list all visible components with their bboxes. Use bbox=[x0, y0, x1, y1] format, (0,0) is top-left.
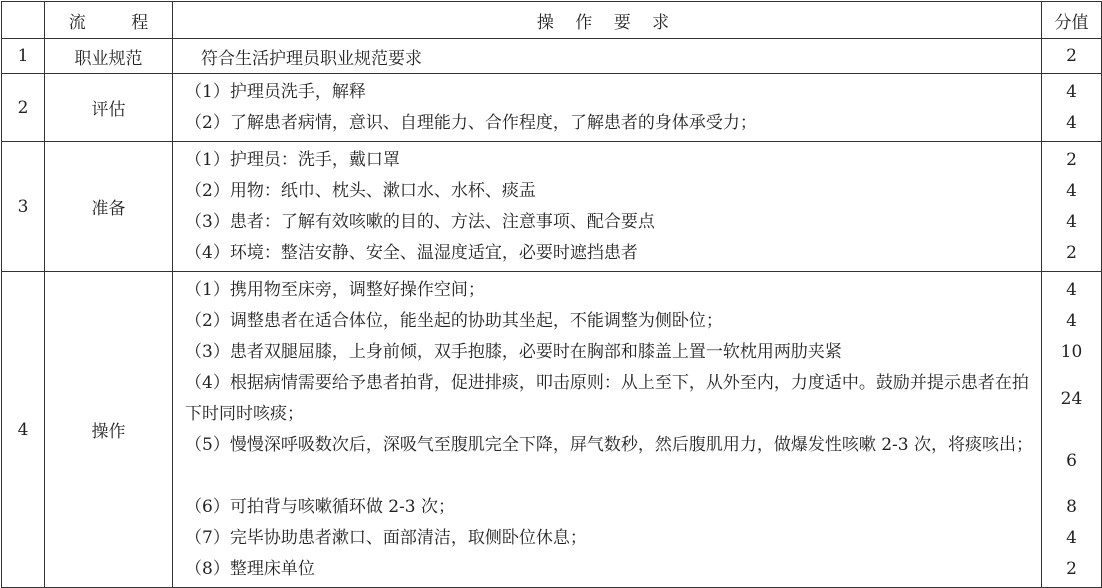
requirement-line: （3）患者双腿屈膝，上身前倾，双手抱膝，必要时在胸部和膝盖上置一软枕用两肋夹紧 bbox=[185, 342, 842, 362]
requirement-line: （2）用物：纸巾、枕头、漱口水、水杯、痰盂 bbox=[185, 181, 536, 201]
table-header-row bbox=[2, 2, 1102, 39]
requirement-line: （1）护理员：洗手，戴口罩 bbox=[185, 150, 400, 170]
score-value: 6 bbox=[1066, 451, 1077, 471]
score-value: 4 bbox=[1066, 113, 1077, 133]
score-value: 4 bbox=[1066, 528, 1077, 548]
requirement-cell bbox=[173, 142, 1042, 272]
requirement-line: （3）患者：了解有效咳嗽的目的、方法、注意事项、配合要点 bbox=[185, 212, 655, 232]
score-value: 2 bbox=[1066, 559, 1077, 579]
header-requirement: 操 作 要 求 bbox=[173, 2, 1042, 39]
header-flow: 流 程 bbox=[45, 2, 173, 39]
score-value: 24 bbox=[1060, 389, 1083, 409]
row-flow: 准备 bbox=[45, 142, 173, 272]
score-value: 4 bbox=[1066, 212, 1077, 232]
requirement-line: （2）了解患者病情，意识、自理能力、合作程度，了解患者的身体承受力； bbox=[185, 113, 757, 133]
table-row bbox=[2, 272, 1102, 588]
score-cell bbox=[1042, 74, 1102, 142]
requirement-line: （2）调整患者在适合体位，能坐起的协助其坐起，不能调整为侧卧位； bbox=[185, 311, 723, 331]
header-number bbox=[2, 2, 45, 39]
table-row bbox=[2, 142, 1102, 272]
score-value: 2 bbox=[1066, 150, 1077, 170]
score-value: 10 bbox=[1060, 342, 1083, 362]
row-number: 4 bbox=[2, 272, 45, 588]
requirement-line: （4）根据病情需要给予患者拍背，促进排痰，叩击原则：从上至下，从外至内，力度适中。鼓励并提示患者在拍下时同时咳痰； bbox=[185, 373, 1029, 424]
row-flow: 评估 bbox=[45, 74, 173, 142]
table-row bbox=[2, 74, 1102, 142]
score-cell bbox=[1042, 142, 1102, 272]
score-value: 4 bbox=[1066, 82, 1077, 102]
score-value: 2 bbox=[1066, 243, 1077, 263]
row-number: 1 bbox=[2, 39, 45, 74]
header-score: 分值 bbox=[1042, 2, 1102, 39]
score-value: 4 bbox=[1066, 280, 1077, 300]
requirement-cell bbox=[173, 272, 1042, 588]
score-value: 8 bbox=[1066, 497, 1077, 517]
requirement-line: （5）慢慢深呼吸数次后，深吸气至腹肌完全下降，屏气数秒，然后腹肌用力，做爆发性咳嗽 2-3 次，将痰咳出； bbox=[185, 435, 1033, 455]
row-number: 3 bbox=[2, 142, 45, 272]
row-flow: 职业规范 bbox=[45, 39, 173, 74]
scoring-table bbox=[1, 1, 1102, 588]
requirement-line: （1）携用物至床旁，调整好操作空间； bbox=[185, 280, 485, 300]
requirement-line: （6）可拍背与咳嗽循环做 2-3 次； bbox=[185, 497, 455, 517]
requirement-line: （7）完毕协助患者漱口、面部清洁，取侧卧位休息； bbox=[185, 528, 587, 548]
score-value: 2 bbox=[1042, 39, 1102, 74]
score-value: 4 bbox=[1066, 311, 1077, 331]
row-number: 2 bbox=[2, 74, 45, 142]
requirement-line: （1）护理员洗手，解释 bbox=[185, 82, 366, 102]
requirement-text: 符合生活护理员职业规范要求 bbox=[173, 39, 1042, 74]
requirement-line: （4）环境：整洁安静、安全、温湿度适宜，必要时遮挡患者 bbox=[185, 243, 638, 263]
requirement-line: （8）整理床单位 bbox=[185, 559, 315, 579]
table-row bbox=[2, 39, 1102, 74]
row-flow: 操作 bbox=[45, 272, 173, 588]
score-cell bbox=[1042, 272, 1102, 588]
requirement-cell bbox=[173, 74, 1042, 142]
score-value: 4 bbox=[1066, 181, 1077, 201]
